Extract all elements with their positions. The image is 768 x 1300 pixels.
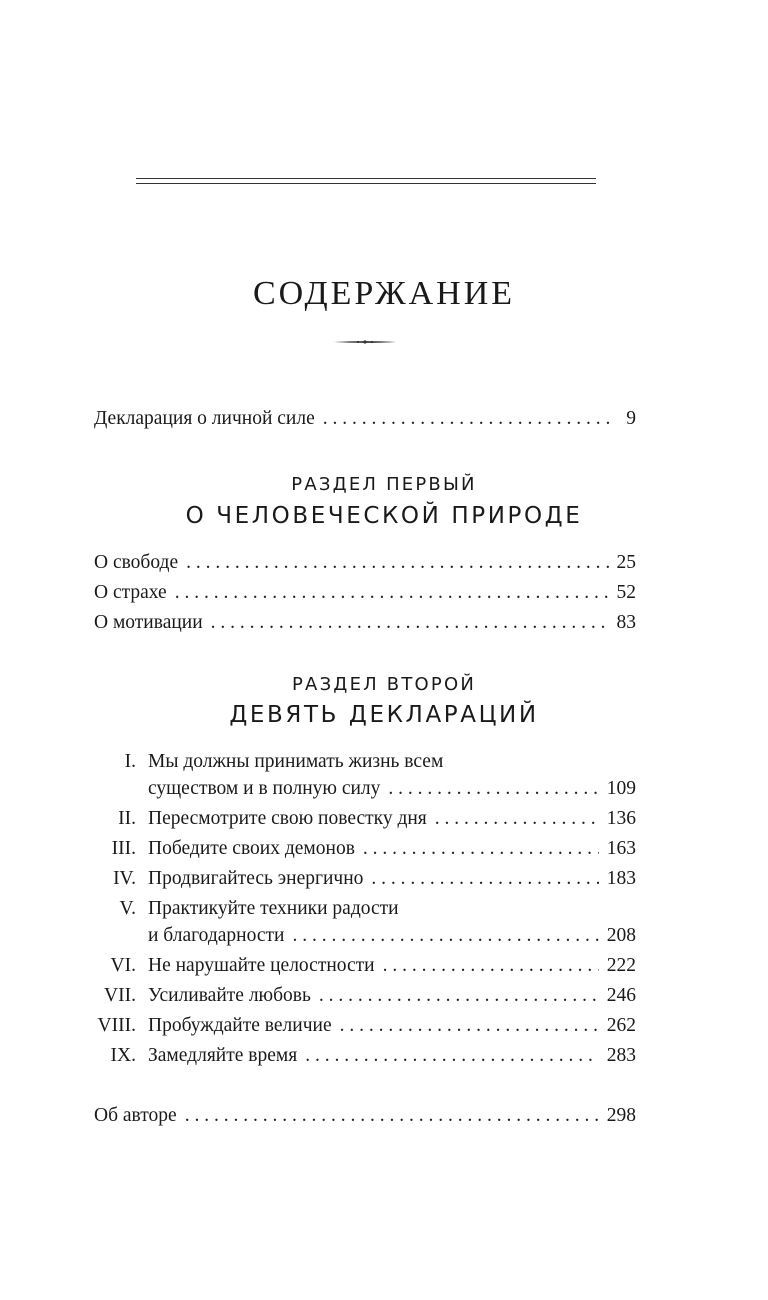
page-number: 83 <box>616 612 636 633</box>
toc-entry-label: О страхе <box>94 582 167 603</box>
leader-dots <box>388 775 598 803</box>
roman-numeral: V. <box>119 898 136 919</box>
leader-dots <box>371 865 598 893</box>
toc-entry[interactable] <box>94 952 636 980</box>
toc-entry[interactable] <box>94 579 636 607</box>
toc-entry-first-line[interactable] <box>94 748 636 776</box>
toc-entry-label: и благодарности <box>148 925 285 946</box>
page-number: 283 <box>606 1045 636 1066</box>
roman-numeral: II. <box>118 808 136 829</box>
page-number: 298 <box>606 1105 636 1126</box>
page-number: 183 <box>606 868 636 889</box>
toc-entry[interactable] <box>148 922 636 950</box>
leader-dots <box>435 805 599 833</box>
page-number: 25 <box>616 552 636 573</box>
toc-entry-label: Не нарушайте целостности <box>148 955 375 976</box>
section-kicker: РАЗДЕЛ ПЕРВЫЙ <box>291 474 477 495</box>
toc-entry[interactable] <box>94 835 636 863</box>
roman-numeral: III. <box>111 838 136 859</box>
toc-entry-about[interactable] <box>94 1102 636 1130</box>
header-double-rule <box>136 178 596 184</box>
toc-entry-label: Мы должны принимать жизнь всем <box>148 751 444 772</box>
toc-entry-label: О свободе <box>94 552 179 573</box>
leader-dots <box>186 549 608 577</box>
leader-dots <box>383 952 599 980</box>
toc-entry[interactable] <box>94 609 636 637</box>
page-number: 163 <box>606 838 636 859</box>
section-kicker: РАЗДЕЛ ВТОРОЙ <box>292 674 476 695</box>
page-number: 262 <box>606 1015 636 1036</box>
page-title: СОДЕРЖАНИЕ <box>252 274 516 312</box>
page-number: 52 <box>616 582 636 603</box>
leader-dots <box>319 982 599 1010</box>
roman-numeral: VII. <box>104 985 136 1006</box>
toc-entry-label: Пересмотрите свою повестку дня <box>148 808 427 829</box>
leader-dots <box>292 922 598 950</box>
toc-entry-label: Продвигайтесь энергично <box>148 868 364 889</box>
toc-entry[interactable] <box>94 549 636 577</box>
leader-dots <box>323 405 614 433</box>
toc-entry[interactable] <box>94 982 636 1010</box>
toc-entry-label: Декларация о личной силе <box>94 408 315 429</box>
toc-entry[interactable] <box>94 805 636 833</box>
toc-entry[interactable] <box>94 1012 636 1040</box>
roman-numeral: VI. <box>110 955 136 976</box>
section-title: О ЧЕЛОВЕЧЕСКОЙ ПРИРОДЕ <box>185 503 583 529</box>
toc-entry-label: Победите своих демонов <box>148 838 355 859</box>
roman-numeral: IV. <box>113 868 136 889</box>
page-number: 109 <box>606 778 636 799</box>
leader-dots <box>305 1042 599 1070</box>
toc-entry-label: О мотивации <box>94 612 203 633</box>
roman-numeral: VIII. <box>97 1015 136 1036</box>
toc-entry-first-line[interactable] <box>94 895 636 923</box>
leader-dots <box>185 1102 599 1130</box>
page-number: 222 <box>606 955 636 976</box>
page-number: 246 <box>606 985 636 1006</box>
section-title: ДЕВЯТЬ ДЕКЛАРАЦИЙ <box>229 702 539 728</box>
toc-entry-label: существом и в полную силу <box>148 778 381 799</box>
roman-numeral: IX. <box>110 1045 136 1066</box>
page-number: 136 <box>606 808 636 829</box>
leader-dots <box>363 835 599 863</box>
page-number: 208 <box>606 925 636 946</box>
roman-numeral: I. <box>124 751 136 772</box>
toc-entry[interactable] <box>94 1042 636 1070</box>
toc-entry-label: Замедляйте время <box>148 1045 298 1066</box>
toc-entry[interactable] <box>94 865 636 893</box>
page-number: 9 <box>626 408 636 429</box>
toc-entry-label: Практикуйте техники радости <box>148 898 399 919</box>
toc-entry-intro[interactable] <box>94 405 636 433</box>
leader-dots <box>211 609 609 637</box>
toc-entry-label: Пробуждайте величие <box>148 1015 332 1036</box>
leader-dots <box>175 579 609 607</box>
leader-dots <box>340 1012 599 1040</box>
toc-entry[interactable] <box>148 775 636 803</box>
toc-entry-label: Об авторе <box>94 1105 177 1126</box>
toc-entry-label: Усиливайте любовь <box>148 985 311 1006</box>
ornament-divider <box>334 337 396 347</box>
